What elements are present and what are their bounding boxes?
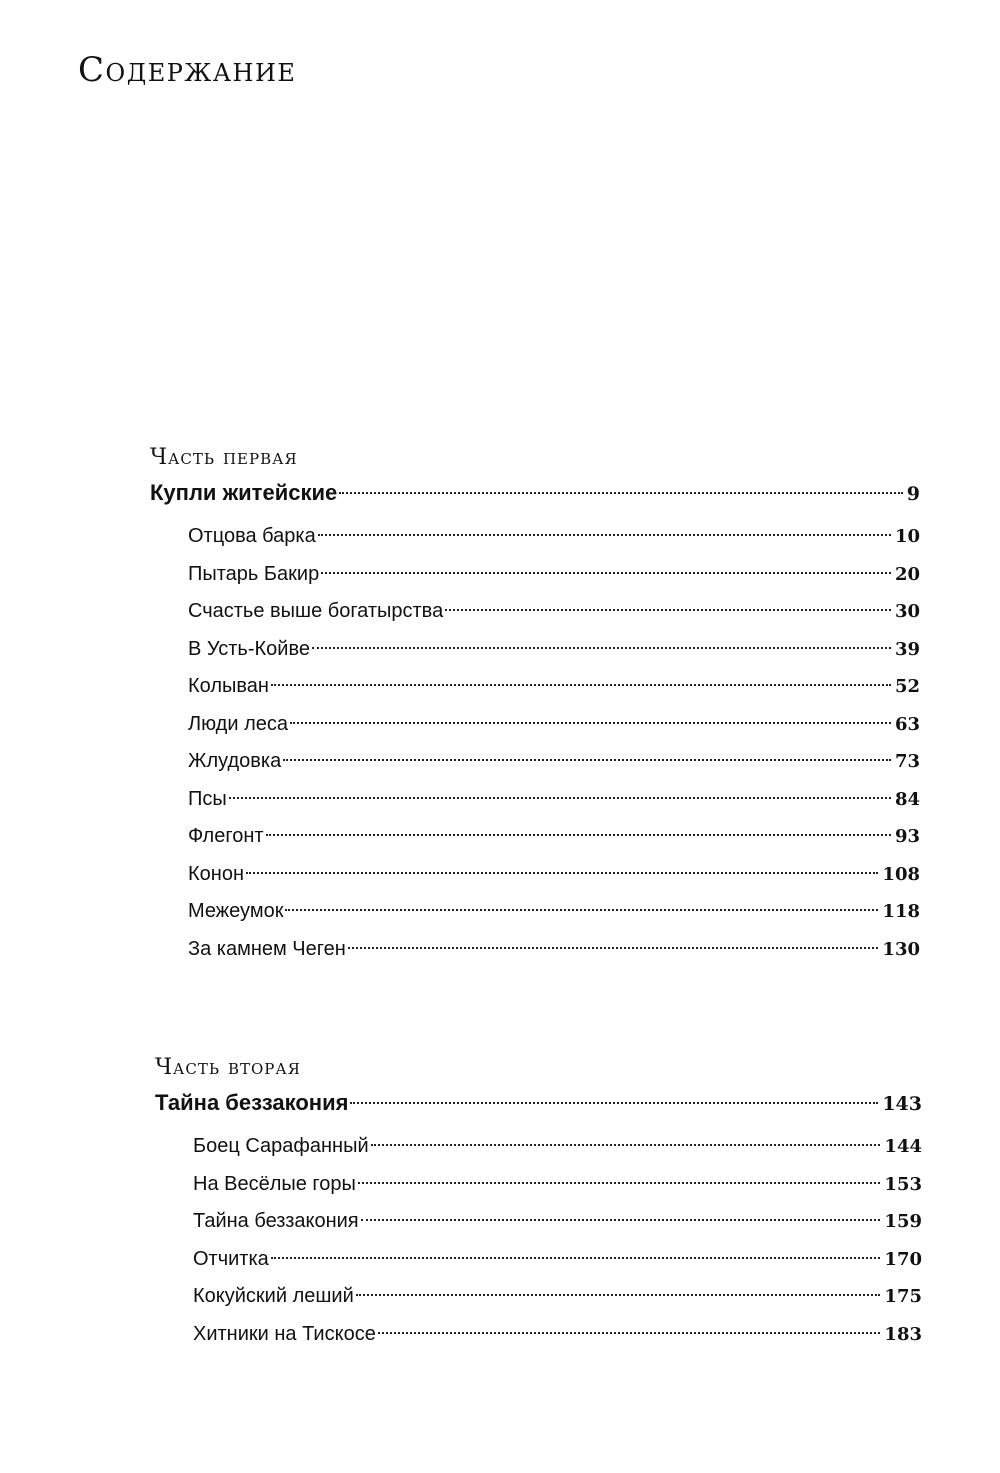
toc-chapter-entry[interactable] [150, 518, 920, 556]
toc-chapter-title: Псы [188, 787, 227, 810]
dot-leader [378, 1332, 881, 1334]
toc-chapter-entry[interactable] [155, 1128, 922, 1166]
part-label: Часть вторая [155, 1055, 301, 1080]
dot-leader [321, 572, 891, 574]
toc-page-number: 118 [882, 901, 920, 922]
toc-chapter-entry[interactable] [150, 893, 920, 931]
toc-page-number: 39 [894, 638, 920, 660]
toc-page-number: 84 [894, 788, 920, 810]
toc-chapter-entry[interactable] [155, 1166, 922, 1204]
toc-section-entry[interactable] [150, 474, 920, 512]
toc-chapter-title: За камнем Чеген [188, 937, 346, 960]
toc-section-title: Купли житейские [150, 480, 338, 505]
toc-chapter-title: Боец Сарафанный [193, 1135, 369, 1157]
toc-chapter-entry[interactable] [150, 781, 920, 819]
dot-leader [350, 1102, 878, 1104]
toc-chapter-entry[interactable] [155, 1278, 922, 1316]
toc-page-number: 63 [894, 713, 920, 735]
toc-chapter-title: Пытарь Бакир [188, 562, 320, 585]
toc-chapter-entry[interactable] [150, 706, 920, 744]
part-label: Часть первая [150, 445, 298, 470]
dot-leader [229, 797, 891, 799]
dot-leader [445, 609, 891, 611]
toc-chapter-title: Флегонт [188, 825, 264, 847]
page-title: Содержание [78, 50, 297, 90]
toc-page-number: 10 [894, 526, 920, 547]
toc-page-number: 143 [882, 1093, 922, 1115]
dot-leader [285, 909, 878, 911]
dot-leader [348, 947, 879, 949]
toc-part-1 [150, 442, 920, 968]
toc-part-2 [155, 1052, 922, 1353]
dot-leader [371, 1144, 881, 1146]
toc-section-entry[interactable] [155, 1084, 922, 1122]
dot-leader [271, 684, 891, 686]
dot-leader [290, 722, 891, 724]
toc-page-number: 108 [882, 863, 920, 885]
toc-chapter-title: Кокуйский леший [193, 1285, 354, 1307]
toc-chapter-entry[interactable] [150, 631, 920, 669]
toc-chapter-title: Отцова барка [188, 525, 316, 547]
toc-page-number: 130 [882, 938, 920, 960]
dot-leader [358, 1182, 881, 1184]
toc-page-number: 9 [906, 483, 920, 505]
toc-chapter-title: На Весёлые горы [193, 1172, 356, 1195]
toc-chapter-entry[interactable] [155, 1203, 922, 1241]
toc-chapter-title: Хитники на Тискосе [193, 1322, 376, 1345]
toc-page-number: 20 [894, 563, 920, 585]
toc-chapter-entry[interactable] [150, 743, 920, 781]
dot-leader [246, 872, 878, 874]
dot-leader [312, 647, 891, 649]
toc-chapter-entry[interactable] [155, 1316, 922, 1354]
toc-page-number: 30 [894, 601, 920, 622]
toc-chapter-entry[interactable] [150, 931, 920, 969]
toc-chapter-entry[interactable] [150, 593, 920, 631]
toc-page-number: 159 [884, 1211, 922, 1232]
toc-chapter-title: Люди леса [188, 712, 288, 735]
toc-page-number: 175 [884, 1286, 922, 1307]
toc-chapter-entry[interactable] [150, 856, 920, 894]
toc-page-number: 52 [894, 676, 920, 697]
dot-leader [283, 759, 891, 761]
toc-chapter-entry[interactable] [150, 556, 920, 594]
dot-leader [318, 534, 891, 536]
toc-page-number: 183 [884, 1323, 922, 1345]
toc-page-number: 144 [884, 1136, 922, 1157]
toc-chapter-title: Колыван [188, 675, 269, 697]
toc-chapter-title: В Усть-Койве [188, 637, 310, 660]
dot-leader [271, 1257, 881, 1259]
toc-chapter-title: Конон [188, 862, 244, 885]
toc-page-number: 153 [884, 1173, 922, 1195]
toc-chapter-entry[interactable] [150, 818, 920, 856]
dot-leader [266, 834, 891, 836]
dot-leader [339, 492, 903, 494]
toc-chapter-title: Межеумок [188, 900, 284, 922]
toc-chapter-entry[interactable] [155, 1241, 922, 1279]
toc-section-title: Тайна беззакония [155, 1090, 349, 1115]
dot-leader [361, 1219, 881, 1221]
toc-chapter-title: Отчитка [193, 1247, 269, 1270]
toc-chapter-title: Жлудовка [188, 750, 282, 772]
toc-chapter-entry[interactable] [150, 668, 920, 706]
toc-page-number: 93 [894, 826, 920, 847]
toc-chapter-title: Счастье выше богатырства [188, 600, 444, 622]
toc-chapter-title: Тайна беззакония [193, 1210, 359, 1232]
toc-page-number: 73 [894, 751, 920, 772]
toc-page-number: 170 [884, 1248, 922, 1270]
dot-leader [356, 1294, 881, 1296]
